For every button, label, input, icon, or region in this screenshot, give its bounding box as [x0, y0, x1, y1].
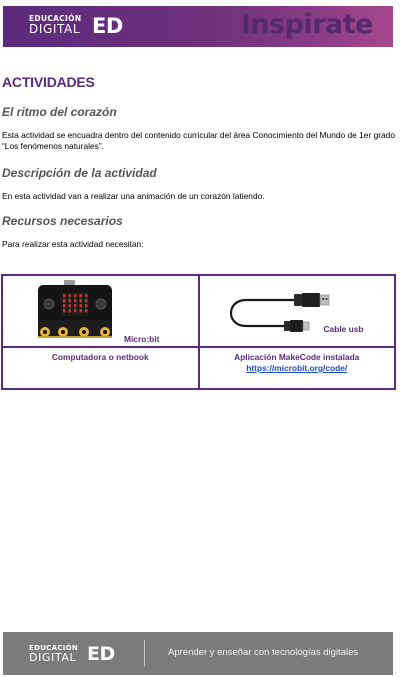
makecode-link[interactable]: https://microbit.org/code/: [246, 363, 348, 373]
footer-divider: [144, 640, 145, 667]
inspirate-wordmark: Inspirate: [240, 9, 373, 40]
page-title: ACTIVIDADES: [2, 74, 95, 90]
app-cell: [199, 347, 396, 389]
logo-ed-mark: ED: [92, 14, 123, 38]
computer-cell: [2, 347, 199, 389]
section-heading-recursos: Recursos necesarios: [2, 214, 123, 228]
section-heading-descripcion: Descripción de la actividad: [2, 166, 157, 180]
microbit-cell: [2, 275, 199, 347]
computer-label: Computadora o netbook: [51, 352, 149, 362]
logo-top-text: EDUCACIÓN: [29, 14, 82, 23]
cable-caption: Cable usb: [323, 324, 364, 334]
cable-cell: [199, 275, 396, 347]
microbit-board-image: [36, 280, 114, 340]
footer-banner: [3, 632, 393, 675]
resources-table: [1, 274, 396, 390]
usb-cable-image: [224, 290, 332, 336]
footer-logo-top-text: EDUCACIÓN: [29, 644, 79, 652]
footer-logo-ed-mark: ED: [87, 643, 115, 665]
microbit-caption: Micro:bit: [124, 334, 160, 344]
footer-educacion-digital-logo: [29, 643, 115, 665]
footer-logo-bottom-text: DIGITAL: [29, 651, 77, 664]
section-text-descripcion: En esta actividad van a realizar una animación de un corazón latiendo.: [2, 191, 265, 201]
section-text-recursos: Para realizar esta actividad necesitan:: [2, 239, 144, 249]
educacion-digital-logo: [29, 14, 123, 38]
section-heading-ritmo: El ritmo del corazón: [2, 105, 117, 119]
section-text-ritmo: Esta actividad se encuadra dentro del contenido curricular del área Conocimiento del Mundo de 1er grado “Los fenómenos naturales”.: [2, 130, 395, 151]
logo-bottom-text: DIGITAL: [29, 22, 81, 36]
app-label: Aplicación MakeCode instalada: [234, 352, 360, 362]
header-banner: [3, 6, 393, 47]
footer-tagline: Aprender y enseñar con tecnologías digitales: [168, 647, 359, 658]
